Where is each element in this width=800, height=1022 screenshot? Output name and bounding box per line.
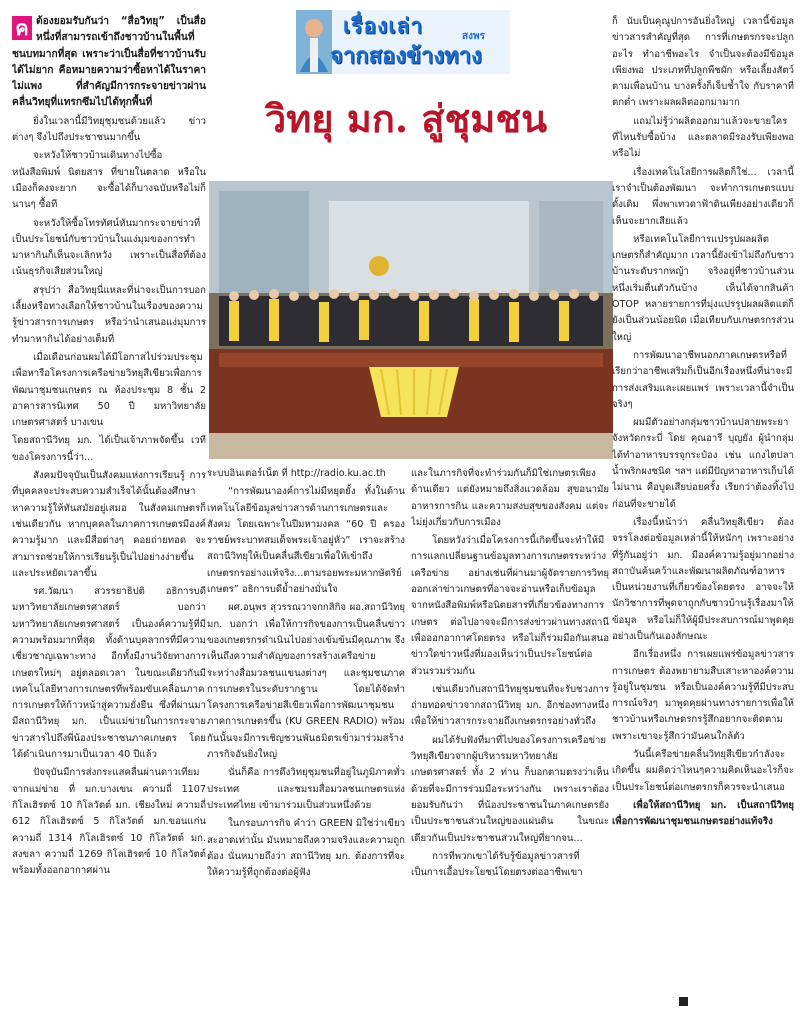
- column-1: [12, 14, 206, 1014]
- series-title-line1: เรื่องเล่า: [343, 14, 424, 38]
- drop-cap: ค: [12, 16, 32, 40]
- paragraph: ปัจจุบันมีการส่งกระแสคลื่นผ่านดาวเทียมจากแม่ข่าย ที่ มก.บางเขน ความถี่ 1107 กิโลเฮิรตซ์ 10 กิโลวัตต์ มก. เชียงใหม่ ความถี่ 612 กิโลเฮิรตซ์ 5 กิโลวัตต์ มก.ขอนแก่น ความถี่ 1314 กิโลเฮิรตซ์ 10 กิโลวัตต์ มก. สงขลา ความถี่ 1269 กิโลเฮิรตซ์ 10 กิโลวัตต์ พร้อมทั้งออกอากาศผ่าน: [12, 767, 206, 877]
- paragraph: เรื่องนี้หน้าว่า คลื่นวิทยุสีเขียว ต้องจรรโลงต่อข้อมูลเหล่านี้ให้หนักๆ เพราะอย่างที่รู้กันอยู่ว่า มก. มีองค์ความรู้อยู่มากอย่างสถาบันค้นคว้าและพัฒนาผลิตภัณฑ์อาหารเป็นหน่วยงานที่เกี่ยวข้องโดยตรง อาจจะให้นักวิชาการที่พูดจาถูกกับชาวบ้านรู้เรื่องมาให้ข้อมูล หรือไม่ก็ให้ผู้มีประสบการณ์มาพูดคุยอย่างเป็นกันเองลักษณะ: [612, 516, 794, 642]
- paragraph: จะหวังให้ชาวบ้านเดินทางไปซื้อหนังสือพิมพ์ นิตยสาร ที่ขายในตลาด หรือในเมืองก็คงจะยาก จะซื้อได้ก็บางฉบับหรือไม่ก็นานๆ ซื้อที: [12, 150, 206, 211]
- paragraph: เมื่อเดือนก่อนผมได้มีโอกาสไปร่วมประชุมเพื่อหารือโครงการเครือข่ายวิทยุสีเขียวเพื่อการพัฒนาชุมชนเกษตร ณ ห้องประชุม 8 ชั้น 2 อาคารสารนิเทศ 50 ปี มหาวิทยาลัยเกษตรศาสตร์ บางเขน: [12, 351, 206, 429]
- paragraph: สังคมปัจจุบันเป็นสังคมแห่งการเรียนรู้ การที่บุคคลจะประสบความสำเร็จได้นั้นต้องศึกษาหาความรู้ให้ทันสมัยอยู่เสมอ ในสังคมเกษตรก็เช่นเดียวกัน หากบุคคลในภาคการเกษตรมีองค์ความรู้มาก และมีสื่อต่างๆ คอยถ่ายทอด จะสามารถช่วยให้การเรียนรู้เป็นไปอย่างง่ายขึ้นและประหยัดเวลาขึ้น: [12, 470, 206, 579]
- column-2: [207, 466, 405, 1016]
- end-mark: [679, 997, 688, 1006]
- paragraph: หรือเทคโนโลยีการแปรรูปผลผลิตเกษตรก็สำคัญมาก เวลานี้ยังเข้าไม่ถึงกับชาวบ้านระดับรากหญ้า จริงอยู่ที่ชาวบ้านส่วนหนึ่งเริ่มตื่นตัวกันบ้าง เห็นได้จากสินค้า OTOP หลายรายการที่มุ่งแปรรูปผลผลิตแต่ก็ยังเป็นส่วนน้อยนิด เมื่อเทียบกับเกษตรกรส่วนใหญ่: [612, 233, 794, 343]
- series-title-line2: จากสองข้างทาง: [330, 44, 482, 69]
- paragraph: โดยหวังว่าเมื่อโครงการนี้เกิดขึ้นจะทำให้มีการแลกเปลี่ยนฐานข้อมูลทางการเกษตรระหว่างเครือข่าย อย่างเช่นที่ผ่านมาผู้จัดรายการวิทยุออกเล่าข่าวเกษตรที่อาจจะอ่านหรือเก็บข้อมูลจากหนังสือพิมพ์หรือนิตยสารที่เกี่ยวข้องทางการเกษตร ต่อไปอาจจะมีการส่งข่าวผ่านทางสถานีเพื่อออกอากาศโดยตรง หรือไม่ก็ร่วมมือกันเสนอข่าวใดข่าวหนึ่งที่มองเห็นว่าเป็นประโยชน์ต่อส่วนรวมร่วมกัน: [411, 535, 609, 677]
- column-3: [411, 466, 609, 1016]
- paragraph: โดยสถานีวิทยุ มก. ได้เป็นเจ้าภาพจัดขึ้น เวทีของโครงการนี้ว่า...: [12, 435, 206, 463]
- closing-statement: เพื่อให้สถานีวิทยุ มก. เป็นสถานีวิทยุเพื่อการพัฒนาชุมชนเกษตรอย่างแท้จริง: [612, 799, 794, 828]
- lead-paragraph: ค ต้องยอมรับกันว่า “สื่อวิทยุ” เป็นสื่อหนึ่งที่สามารถเข้าถึงชาวบ้านในพื้นที่ชนบทมากที่สุด เพราะว่าเป็นสื่อที่ชาวบ้านรับได้ไม่ยาก คือหมายความว่าซื้อหาได้ในราคาไม่แพง ที่สำคัญมีการกระจายข่าวผ่านคลื่นวิทยุที่แทรกซึมไปได้ทุกพื้นที่: [12, 16, 206, 109]
- paragraph: และในภารกิจที่จะทำร่วมกันก็มิใช่เกษตรเพียงด้านเดียว แต่ยังหมายถึงสิ่งแวดล้อม สุขอนามัย อาหารการกิน และความสงบสุขของสังคม แต่จะไม่ยุ่งเกี่ยวกับการเมือง: [411, 468, 609, 528]
- article-headline: วิทยุ มก. สู่ชุมชน: [264, 96, 548, 141]
- paragraph: ผศ.อนุพร สุวรรณวาจกกสิกิจ ผอ.สถานีวิทยุ มก. บอกว่า เพื่อให้การกิจของการเป็นคลื่นข่าวของเกษตรกรดำเนินไปอย่างเข้มข้นมีคุณภาพ จึงเห็นถึงความสำคัญของการสร้างเครือข่าย ระหว่างสื่อมวลชนแขนงต่างๆ และชุมชนภาคการเกษตรในระดับรากฐาน โดยได้จัดทำโครงการเครือข่ายสีเขียวเพื่อการพัฒนาชุมชนภาคการเกษตรขึ้น (KU GREEN RADIO) พร้อมกันนั้นจะมีการเชิญชวนพันธมิตรเข้ามาร่วมสร้างภารกิจอันยิ่งใหญ่: [207, 602, 405, 761]
- paragraph: ยิ่งในเวลานี้มีวิทยุชุมชนด้วยแล้ว ข่าวต่างๆ จึงไปถึงประชาชนมากขึ้น: [12, 115, 206, 144]
- paragraph: การที่พวกเขาได้รับรู้ข้อมูลข่าวสารที่เป็นการเอื้อประโยชน์โดยตรงต่ออาชีพเขา: [411, 850, 583, 879]
- paragraph: นั่นก็คือ การดึงวิทยุชุมชนที่อยู่ในภูมิภาคทั่วประเทศ และชมรมสื่อมวลชนเกษตรแห่งประเทศไทย เข้ามาร่วมเป็นส่วนหนึ่งด้วย: [207, 767, 405, 811]
- paragraph: สรุปว่า สื่อวิทยุนี่แหละที่น่าจะเป็นการบอกเลี้ยงหรือทางเลือกให้ชาวบ้านในเรื่องของความรู้ข่าวสารการเกษตร หรือว่านำเสนอแง่มุมการทำมาหากินได้อย่างเต็มที่: [12, 284, 206, 345]
- paragraph: รศ.วัฒนา สวรรยาธิปติ อธิการบดีมหาวิทยาลัยเกษตรศาสตร์ บอกว่า มหาวิทยาลัยเกษตรศาสตร์ เป็นองค์ความรู้ที่มีความพร้อมมากที่สุด ทั้งด้านบุคลากรที่มีความเชี่ยวชาญเฉพาะทาง อีกทั้งมีงานวิจัยทางการเกษตรใหม่ๆ อยู่ตลอดเวลา ในขณะเดียวกันมีเทคโนโลยีทางการเกษตรที่พร้อมขับเคลื่อนภาคการเกษตรให้ก้าวหน้าสู่ความยั่งยืน ซึ่งที่ผ่านมามีสถานีวิทยุ มก. เป็นแม่ข่ายในการกระจายข่าวสารไปถึงพี่น้องประชาชนภาคเกษตร โดยได้ดำเนินการมาเป็นเวลา 40 ปีแล้ว: [12, 586, 206, 761]
- paragraph: ในกรอบภารกิจ คำว่า GREEN มิใช่ว่าเขียวสะอาดเท่านั้น มันหมายถึงความจริงและความถูกต้อง นั่นหมายถึงว่า สถานีวิทยุ มก. ต้องการที่จะให้ความรู้ที่ถูกต้องต่อผู้ฟัง: [207, 818, 405, 879]
- paragraph: ผมได้รับฟังที่มาที่ไปของโครงการเครือข่ายวิทยุสีเขียวจากผู้บริหารมหาวิทยาลัยเกษตรศาสตร์ ทั้ง 2 ท่าน ก็บอกตามตรงว่าเห็นด้วยที่จะมีการร่วมมือระหว่างกัน เพราะเราต้องยอมรับกันว่า ที่น้องประชาชนในภาคเกษตรยังเป็นประชาชนส่วนใหญ่ของแผ่นดิน ในขณะเดียวกันเป็นประชาชนส่วนใหญ่ที่ยากจน...: [411, 734, 609, 844]
- paragraph: วันนี้เครือข่ายคลื่นวิทยุสีเขียวกำลังจะเกิดขึ้น ผมคิดว่าไหนๆความคิดเห็นอะไรก็จะเป็นประโยชน์ต่อเกษตรกรก็ควรจะนำเสนอ: [612, 749, 794, 793]
- paragraph: “การพัฒนาองค์การไม่มีหยุดยั้ง ทั้งในด้านเทคโนโลยีข้อมูลข่าวสารด้านการเกษตรและสังคม โดยเฉพาะในปีมหามงคล “60 ปี ครองราชย์พระบาทสมเด็จพระเจ้าอยู่หัว” เราจะสร้างสถานีวิทยุให้เป็นคลื่นสีเขียวเพื่อให้เข้าถึงเกษตรกรอย่างแท้จริง...ตามรอยพระมหากษัตริย์เกษตร” อธิการบดีย้ำอย่างมั่นใจ: [207, 486, 405, 596]
- paragraph: การพัฒนาอาชีพนอกภาคเกษตรหรือที่เรียกว่าอาชีพเสริมก็เป็นอีกเรื่องหนึ่งที่น่าจะมีการส่งเสริมและเผยแพร่ เพราะเวลานี้จำเป็นจริงๆ: [612, 349, 794, 410]
- paragraph: จะหวังให้ซื้อโทรทัศน์หันมากระจายข่าวที่เป็นประโยชน์กับชาวบ้านในแง่มุมของการทำมาหากินก็เห็นจะเลิกหวัง เพราะเป็นสื่อที่ต้องเน้นธุรกิจเสียส่วนใหญ่: [12, 217, 206, 278]
- byline: สงพร: [462, 31, 485, 42]
- paragraph: ก็ นับเป็นคุณูปการอันยิ่งใหญ่ เวลานี้ข้อมูลข่าวสารสำคัญที่สุด การที่เกษตรกรจะปลูกอะไร ทำอาชีพอะไร จำเป็นจะต้องมีข้อมูล เพียงพอ ประเภทที่ปลูกพืชผัก หรือเลี้ยงสัตว์ตามเพื่อนบ้าน บางครั้งก็เจ็บช้ำใจ กับราคาที่ตกต่ำ เพราะผลผลิตออกมามาก: [612, 16, 794, 109]
- paragraph: เรื่องเทคโนโลยีการผลิตก็ใช่... เวลานี้เราจำเป็นต้องพัฒนา จะทำการเกษตรแบบดั้งเดิม พึ่งพาเทวดาฟ้าดินเพียงอย่างเดียวก็เห็นจะยากเสียแล้ว: [612, 166, 794, 227]
- group-photo: [209, 181, 613, 459]
- paragraph: แถมไม่รู้ว่าผลิตออกมาแล้วจะขายใครที่ไหนรับซื้อบ้าง และตลาดมีรองรับเพียงพอหรือไม่: [612, 115, 794, 160]
- paragraph: ระบบอินเตอร์เน็ต ที่ http://radio.ku.ac.th: [207, 468, 386, 479]
- paragraph: เช่นเดียวกับสถานีวิทยุชุมชนที่จะรับช่วงการถ่ายทอดข่าวจากสถานีวิทยุ มก. อีกช่องทางหนึ่งเพื่อให้ข่าวสารกระจายถึงเกษตรกรอย่างทั่วถึง: [411, 683, 609, 728]
- paragraph: อีกเรื่องหนึ่ง การเผยแพร่ข้อมูลข่าวสารการเกษตร ต้องพยายามสืบเสาะหาองค์ความรู้อยู่ในชุมชน หรือเป็นองค์ความรู้ที่มีประสบการณ์จริงๆ มาพูดคุยผ่านทางรายการเพื่อให้ชาวบ้านหรือเกษตรกรรู้สึกอยากจะติดตาม เพราะเขาจะรู้สึกว่ามันคนใกล้ตัว: [612, 649, 794, 742]
- column-4: [612, 14, 794, 1014]
- paragraph: ผมมีตัวอย่างกลุ่มชาวบ้านปลายพระยา จังหวัดกระบี่ โดย คุณอารี บุญยัง ผู้นำกลุ่มได้ทำอาหารบรรจุกระป๋อง เช่น แกงไตปลา น้ำพริกผงชนิด ฯลฯ แต่มีปัญหาอาหารเก็บได้ไม่นาน คือบูดเสียบ่อยครั้ง เรียกว่าต้องทิ้งไปก่อนที่จะขายได้: [612, 417, 794, 510]
